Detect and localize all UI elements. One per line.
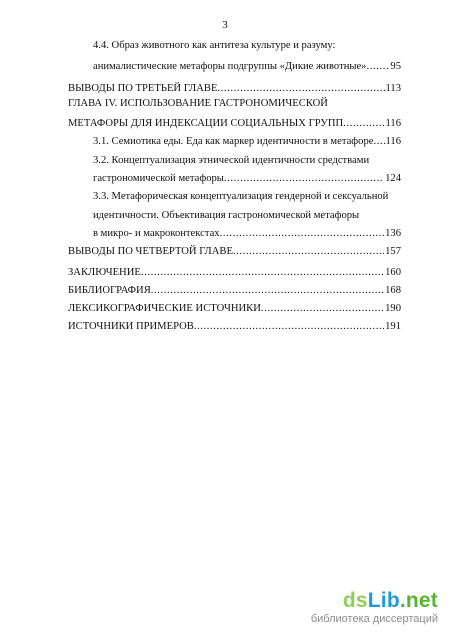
toc-entry-3-3-line1: 3.3. Метафорическая концептуализация гендерной и сексуальной [93,191,389,202]
toc-entry-conclusion[interactable] [68,266,401,279]
toc-entry-3-2-line2[interactable] [93,172,401,185]
toc-entry-text: в микро- и макроконтекстах [93,228,220,239]
toc-page-number: 160 [385,267,401,278]
toc-entry-4-4-line1: 4.4. Образ животного как антитеза культуре и разуму: [93,40,336,51]
toc-entry-text: МЕТАФОРЫ ДЛЯ ИНДЕКСАЦИИ СОЦИАЛЬНЫХ ГРУПП [68,118,344,129]
dot-leader [151,284,384,297]
dslib-watermark[interactable] [288,589,438,629]
toc-entry-chapter4-line1: ГЛАВА IV. ИСПОЛЬЗОВАНИЕ ГАСТРОНОМИЧЕСКОЙ [68,98,328,109]
toc-page-number: 116 [385,136,401,147]
dot-leader [141,266,384,279]
dot-leader [194,320,384,333]
watermark-caption: библиотека диссертаций [310,613,438,625]
toc-entry-example-sources[interactable] [68,320,401,333]
dot-leader [217,82,384,95]
toc-page-number: 113 [385,83,401,94]
toc-page-number: 191 [385,321,401,332]
toc-entry-text: анималистические метафоры подгруппы «Дикие животные» [93,61,367,72]
logo-part-net: .net [399,589,438,612]
dot-leader [343,117,384,130]
toc-entry-conclusions-ch4[interactable] [68,245,401,258]
toc-entry-text: гастрономической метафоры [93,173,224,184]
dot-leader [233,245,384,258]
toc-entry-4-4-line2[interactable] [93,60,401,73]
dot-leader [366,60,389,73]
logo-part-ds: ds [342,589,368,612]
toc-page-number: 136 [385,228,401,239]
toc-page-number: 168 [385,285,401,296]
toc-entry-text: ВЫВОДЫ ПО ЧЕТВЕРТОЙ ГЛАВЕ [68,246,233,257]
toc-entry-chapter4-line2[interactable] [68,117,401,130]
toc-entry-text: ЗАКЛЮЧЕНИЕ [68,267,141,278]
toc-entry-3-2-line1: 3.2. Концептуализация этнической идентичности средствами [93,155,370,166]
toc-entry-3-1[interactable] [93,135,401,148]
toc-entry-3-3-line3[interactable] [93,227,401,240]
toc-entry-lexicographic-sources[interactable] [68,302,401,315]
dot-leader [224,172,384,185]
dot-leader [220,227,385,240]
toc-entry-bibliography[interactable] [68,284,401,297]
toc-entry-text: ЛЕКСИКОГРАФИЧЕСКИЕ ИСТОЧНИКИ [68,303,261,314]
toc-entry-text: 3.1. Семиотика еды. Еда как маркер идентичности в метафоре [93,136,374,147]
dot-leader [261,302,384,315]
toc-entry-3-3-line2: идентичности. Объективация гастрономической метафоры [93,210,360,221]
toc-page-number: 190 [385,303,401,314]
toc-page-number: 95 [390,61,401,72]
dslib-logo [343,589,438,613]
page-number: 3 [222,19,228,31]
toc-entry-text: ВЫВОДЫ ПО ТРЕТЬЕЙ ГЛАВЕ [68,83,218,94]
logo-part-lib: Lib [367,589,400,612]
toc-entry-text: ИСТОЧНИКИ ПРИМЕРОВ [68,321,194,332]
dot-leader [373,135,384,148]
toc-entry-conclusions-ch3[interactable] [68,82,401,95]
toc-page-number: 116 [385,118,401,129]
toc-page-number: 157 [385,246,401,257]
toc-entry-text: БИБЛИОГРАФИЯ [68,285,151,296]
toc-page-number: 124 [385,173,401,184]
